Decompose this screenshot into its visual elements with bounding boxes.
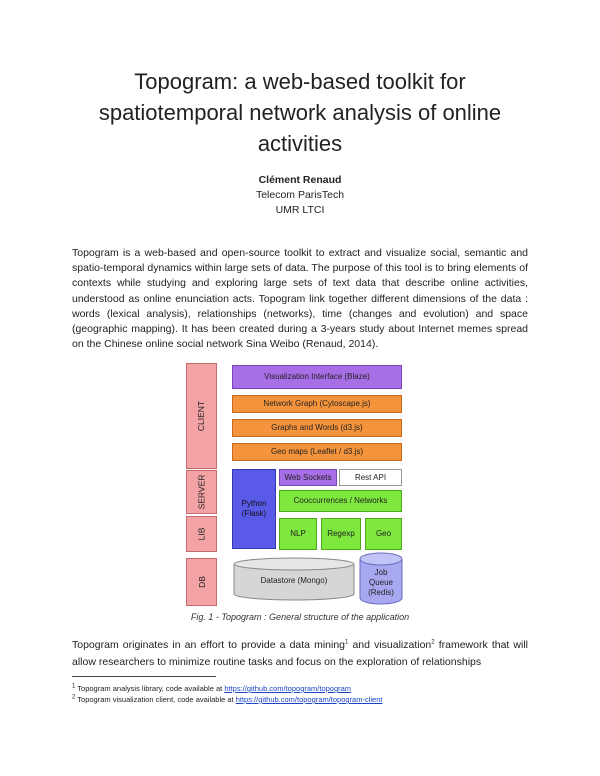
- body-text-part: and visualization: [348, 639, 432, 651]
- footnote-text: Topogram visualization client, code available at: [75, 695, 236, 704]
- footnote-number: 2: [72, 694, 76, 701]
- footnote-link[interactable]: https://github.com/topogram/topogram-client: [235, 695, 383, 704]
- box-cooccurrences: Cooccurrences / Networks: [279, 490, 402, 512]
- author-affiliation: UMR LTCI: [275, 204, 325, 216]
- box-regexp: Regexp: [321, 518, 361, 550]
- layer-server-label: SERVER: [196, 474, 207, 510]
- layer-db: [186, 558, 217, 606]
- footnote-link[interactable]: https://github.com/topogram/topogram: [224, 684, 352, 693]
- box-web-sockets: Web Sockets: [279, 469, 337, 486]
- layer-lib-label: LIB: [196, 527, 207, 541]
- job-queue-label: Job Queue (Redis): [368, 568, 394, 597]
- body-paragraph: [72, 637, 528, 671]
- footnote-rule: [72, 676, 216, 677]
- layer-client: [186, 363, 217, 469]
- box-geo-maps: Geo maps (Leaflet / d3.js): [232, 443, 402, 461]
- footnote-number: 1: [72, 683, 76, 690]
- footnote-text: Topogram analysis library, code available at: [75, 684, 225, 693]
- body-text-part: Topogram originates in an effort to provide a data mining: [72, 639, 346, 651]
- body-text-part: framework that will allow researchers to minimize routine tasks and focus on the exploration of relationships: [72, 639, 528, 668]
- author-affiliation: Telecom ParisTech: [255, 189, 345, 201]
- box-visualization-interface: Visualization Interface (Blaze): [232, 365, 402, 389]
- author-name: Clément Renaud: [258, 174, 342, 186]
- layer-lib: [186, 516, 217, 552]
- footnote-ref[interactable]: 1: [345, 639, 349, 646]
- architecture-diagram: [186, 358, 416, 608]
- footnote: [72, 695, 382, 704]
- paper-title: Topogram: a web-based toolkit for spatiotemporal network analysis of online activities: [98, 69, 502, 156]
- layer-client-label: CLIENT: [196, 400, 207, 432]
- box-geo: Geo: [365, 518, 402, 550]
- abstract: Topogram is a web-based and open-source toolkit to extract and visualize social, semantic and spatio-temporal dynamics within large sets of data. The purpose of this tool is to bring elements of contexts while studying and exploring large sets of text data that describe online activities, understood as online enunciation acts. Topogram link together different dimensions of the data : words (lexical analysis), relationships (networks), time (changes and evolution) and space (geographic mapping). It has been created during a 3-years study about Internet memes spread on the Chinese online social network Sina Weibo (Renaud, 2014).: [72, 247, 528, 351]
- box-python-flask: Python (Flask): [232, 469, 276, 549]
- footnote: [72, 684, 351, 693]
- figure-caption: Fig. 1 - Topogram : General structure of the application: [190, 612, 410, 622]
- datastore-label: Datastore (Mongo): [260, 576, 328, 585]
- layer-server: [186, 470, 217, 514]
- box-nlp: NLP: [279, 518, 317, 550]
- footnote-ref[interactable]: 2: [431, 639, 435, 646]
- layer-db-label: DB: [196, 576, 207, 588]
- box-rest-api: Rest API: [339, 469, 402, 486]
- box-graphs-words: Graphs and Words (d3.js): [232, 419, 402, 437]
- box-network-graph: Network Graph (Cytoscape.js): [232, 395, 402, 413]
